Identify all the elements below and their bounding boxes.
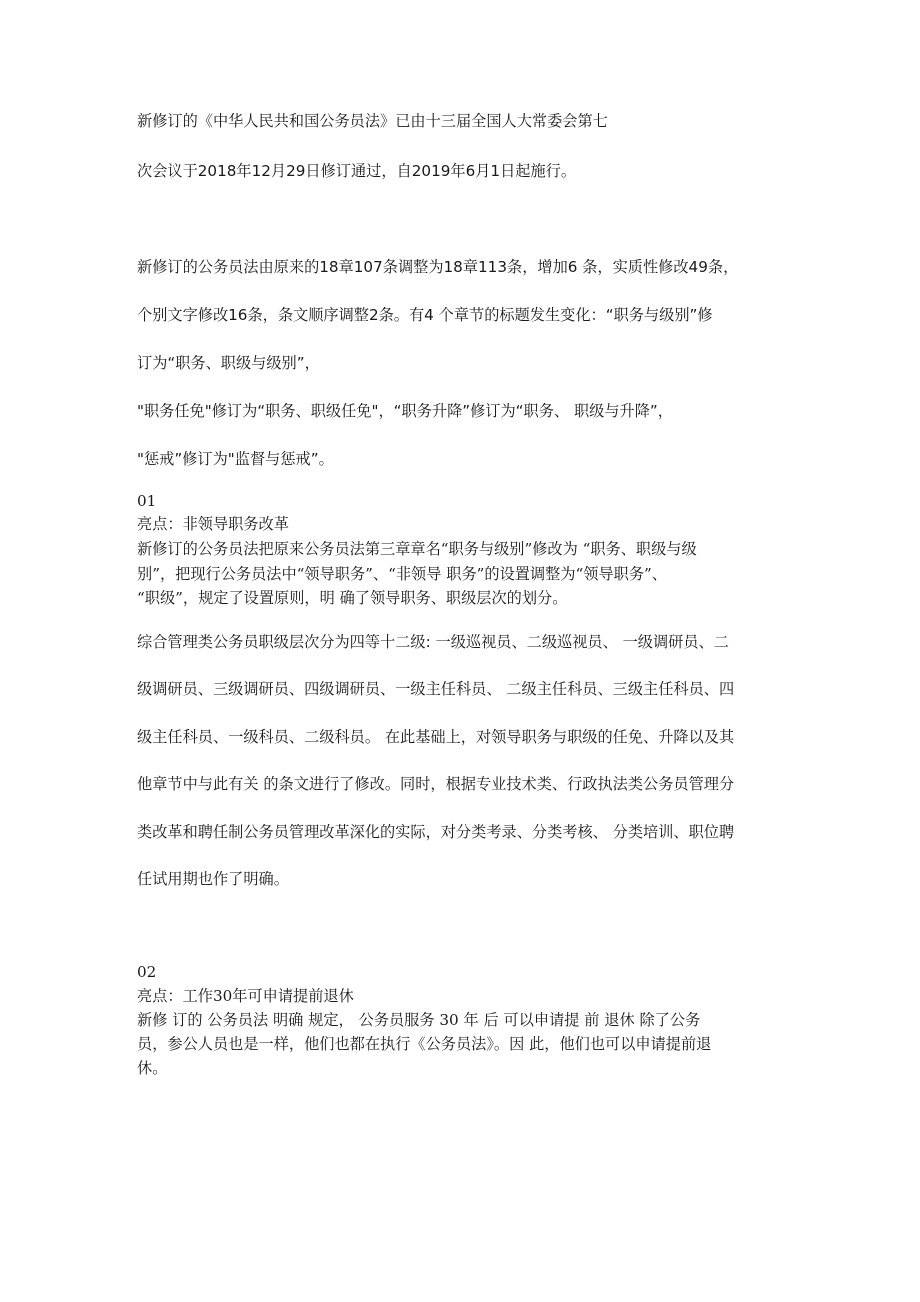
detail-line: 他章节中与此有关 的条文进行了修改。同时，根据专业技术类、行政执法类公务员管理分: [137, 775, 735, 793]
section-paragraph-line: 休。: [137, 1059, 168, 1077]
detail-line: 类改革和聘任制公务员管理改革深化的实际，对分类考录、分类考核、 分类培训、职位聘: [137, 823, 735, 841]
section-paragraph-line: “职级”，规定了设置原则，明 确了领导职务、职级层次的划分。: [137, 589, 568, 607]
detail-line: 任试用期也作了明确。: [137, 870, 289, 888]
section-paragraph-line: 新修 订的 公务员法 明确 规定， 公务员服务 30 年 后 可以申请提 前 退休 除了公务: [137, 1011, 701, 1029]
section-heading: 亮点：非领导职务改革: [137, 515, 289, 533]
summary-line: 订为“职务、职级与级别”，: [137, 354, 320, 372]
detail-line: 级主任科员、一级科员、二级科员。 在此基础上，对领导职务与职级的任免、升降以及其: [137, 728, 735, 746]
section-number: 02: [137, 963, 157, 981]
detail-line: 综合管理类公务员职级层次分为四等十二级: 一级巡视员、二级巡视员、 一级调研员、二: [137, 633, 729, 651]
section-heading: 亮点：工作30年可申请提前退休: [137, 987, 354, 1005]
section-paragraph-line: 别”，把现行公务员法中“领导职务”、“非领导 职务”的设置调整为“领导职务”、: [137, 565, 667, 583]
summary-line: 新修订的公务员法由原来的18章107条调整为18章113条，增加6 条，实质性修改49条，: [137, 258, 739, 276]
summary-line: "惩戒”修订为"监督与惩戒”。: [137, 450, 334, 468]
intro-line: 次会议于2018年12月29日修订通过，自2019年6月1日起施行。: [137, 162, 577, 180]
summary-line: 个别文字修改16条，条文顺序调整2条。有4 个章节的标题发生变化：“职务与级别”修: [137, 306, 713, 324]
section-paragraph-line: 新修订的公务员法把原来公务员法第三章章名“职务与级别”修改为 “职务、职级与级: [137, 540, 697, 558]
detail-line: 级调研员、三级调研员、四级调研员、一级主任科员、 二级主任科员、三级主任科员、四: [137, 680, 735, 698]
summary-line: "职务任免"修订为“职务、职级任免"，“职务升降”修订为“职务、 职级与升降”，: [137, 402, 673, 420]
intro-line: 新修订的《中华人民共和国公务员法》已由十三届全国人大常委会第七: [137, 112, 608, 130]
section-paragraph-line: 员，参公人员也是一样，他们也都在执行《公务员法》。因 此，他们也可以申请提前退: [137, 1035, 712, 1053]
section-number: 01: [137, 492, 157, 510]
